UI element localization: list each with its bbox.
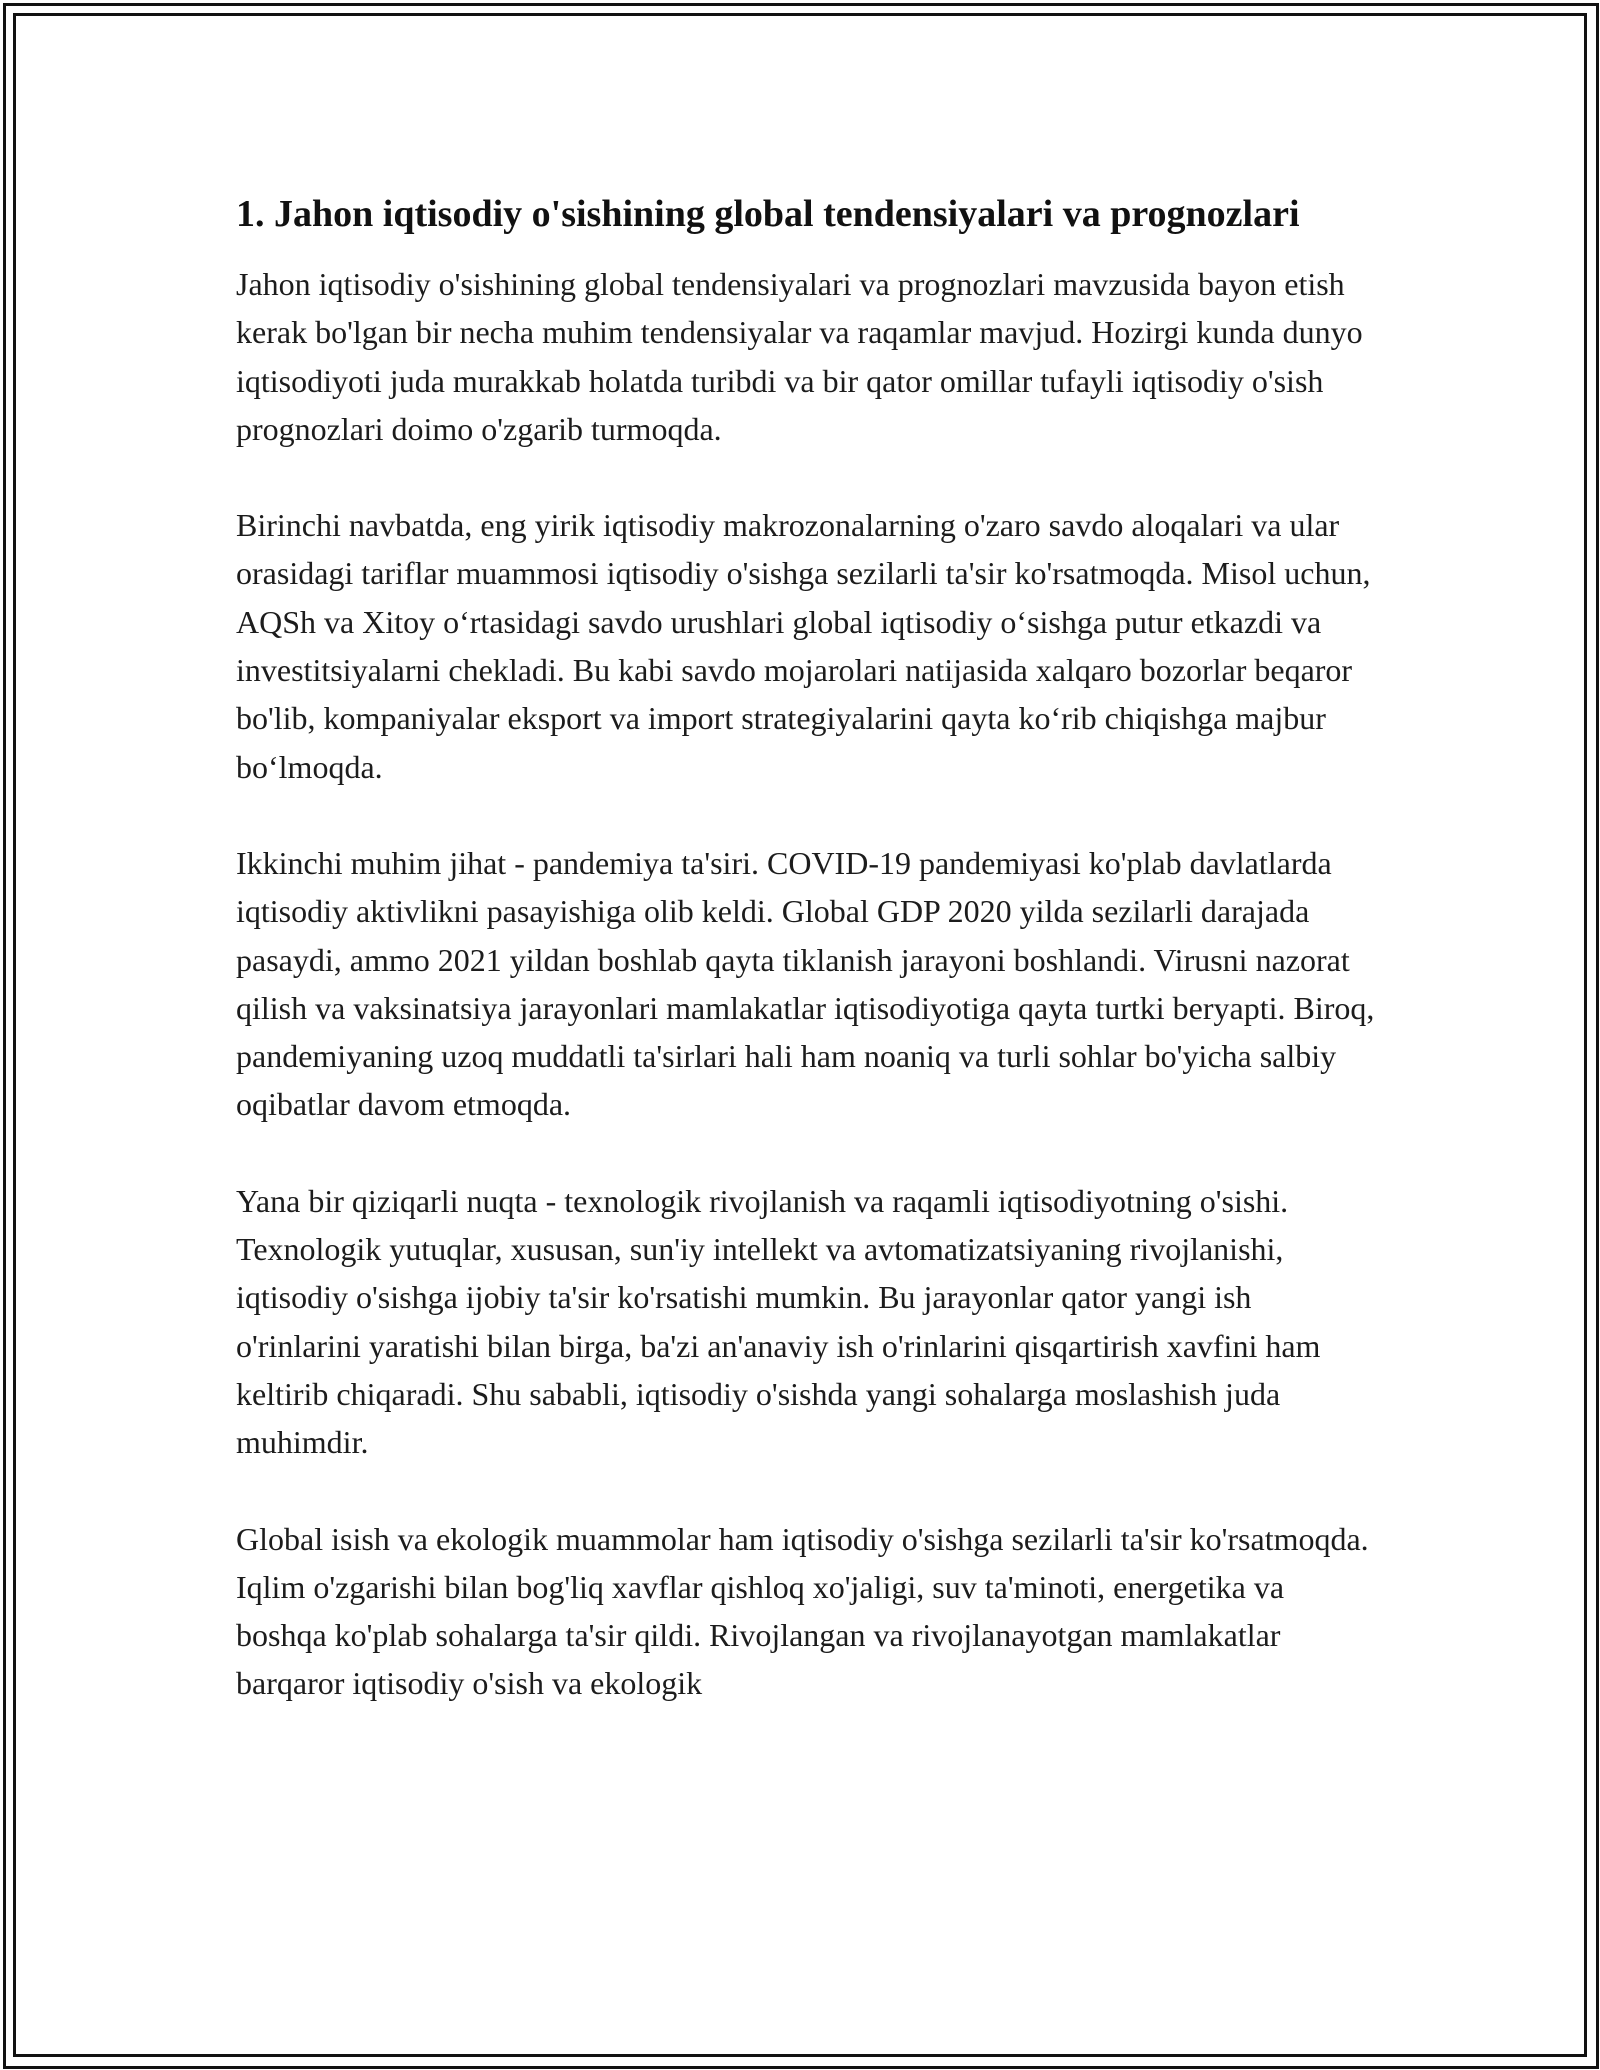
paragraph-intro: Jahon iqtisodiy o'sishining global tendensiyalari va prognozlari mavzusida bayon etish kerak bo'lgan bir necha muhim tendensiyalar va raqamlar mavjud. Hozirgi kunda dunyo iqtisodiyoti juda murakkab holatda turibdi va bir qator omillar tufayli iqtisodiy o'sish prognozlari doimo o'zgarib turmoqda.: [236, 266, 1363, 447]
document-body: [236, 186, 1376, 1708]
paragraph-trade: Birinchi navbatda, eng yirik iqtisodiy makrozonalarning o'zaro savdo aloqalari va ular orasidagi tariflar muammosi iqtisodiy o'sishga sezilarli ta'sir ko'rsatmoqda. Misol uchun, AQSh va Xitoy o‘rtasidagi savdo urushlari global iqtisodiy o‘sishga putur etkazdi va investitsiyalarni chekladi. Bu kabi savdo mojarolari natijasida xalqaro bozorlar beqaror bo'lib, kompaniyalar eksport va import strategiyalarini qayta ko‘rib chiqishga majbur bo‘lmoqda.: [236, 507, 1371, 785]
paragraph-technology: Yana bir qiziqarli nuqta - texnologik rivojlanish va raqamli iqtisodiyotning o'sishi. Texnologik yutuqlar, xususan, sun'iy intellekt va avtomatizatsiyaning rivojlanishi, iqtisodiy o'sishga ijobiy ta'sir ko'rsatishi mumkin. Bu jarayonlar qator yangi ish o'rinlarini yaratishi bilan birga, ba'zi an'anaviy ish o'rinlarini qisqartirish xavfini ham keltirib chiqaradi. Shu sababli, iqtisodiy o'sishda yangi sohalarga moslashish juda muhimdir.: [236, 1182, 1321, 1461]
paragraph-pandemic: Ikkinchi muhim jihat - pandemiya ta'siri. COVID-19 pandemiyasi ko'plab davlatlarda iqtisodiy aktivlikni pasayishiga olib keldi. Global GDP 2020 yilda sezilarli darajada pasaydi, ammo 2021 yildan boshlab qayta tiklanish jarayoni boshlandi. Virusni nazorat qilish va vaksinatsiya jarayonlari mamlakatlar iqtisodiyotiga qayta turtki beryapti. Biroq, pandemiyaning uzoq muddatli ta'sirlari hali ham noaniq va turli sohlar bo'yicha salbiy oqibatlar davom etmoqda.: [236, 844, 1375, 1123]
paragraph-climate: Global isish va ekologik muammolar ham iqtisodiy o'sishga sezilarli ta'sir ko'rsatmoqda. Iqlim o'zgarishi bilan bog'liq xavflar qishloq xo'jaligi, suv ta'minoti, energetika va boshqa ko'plab sohalarga ta'sir qildi. Rivojlangan va rivojlanayotgan mamlakatlar barqaror iqtisodiy o'sish va ekologik: [236, 1520, 1369, 1702]
section-heading: 1. Jahon iqtisodiy o'sishining global tendensiyalari va prognozlari: [236, 193, 1300, 235]
